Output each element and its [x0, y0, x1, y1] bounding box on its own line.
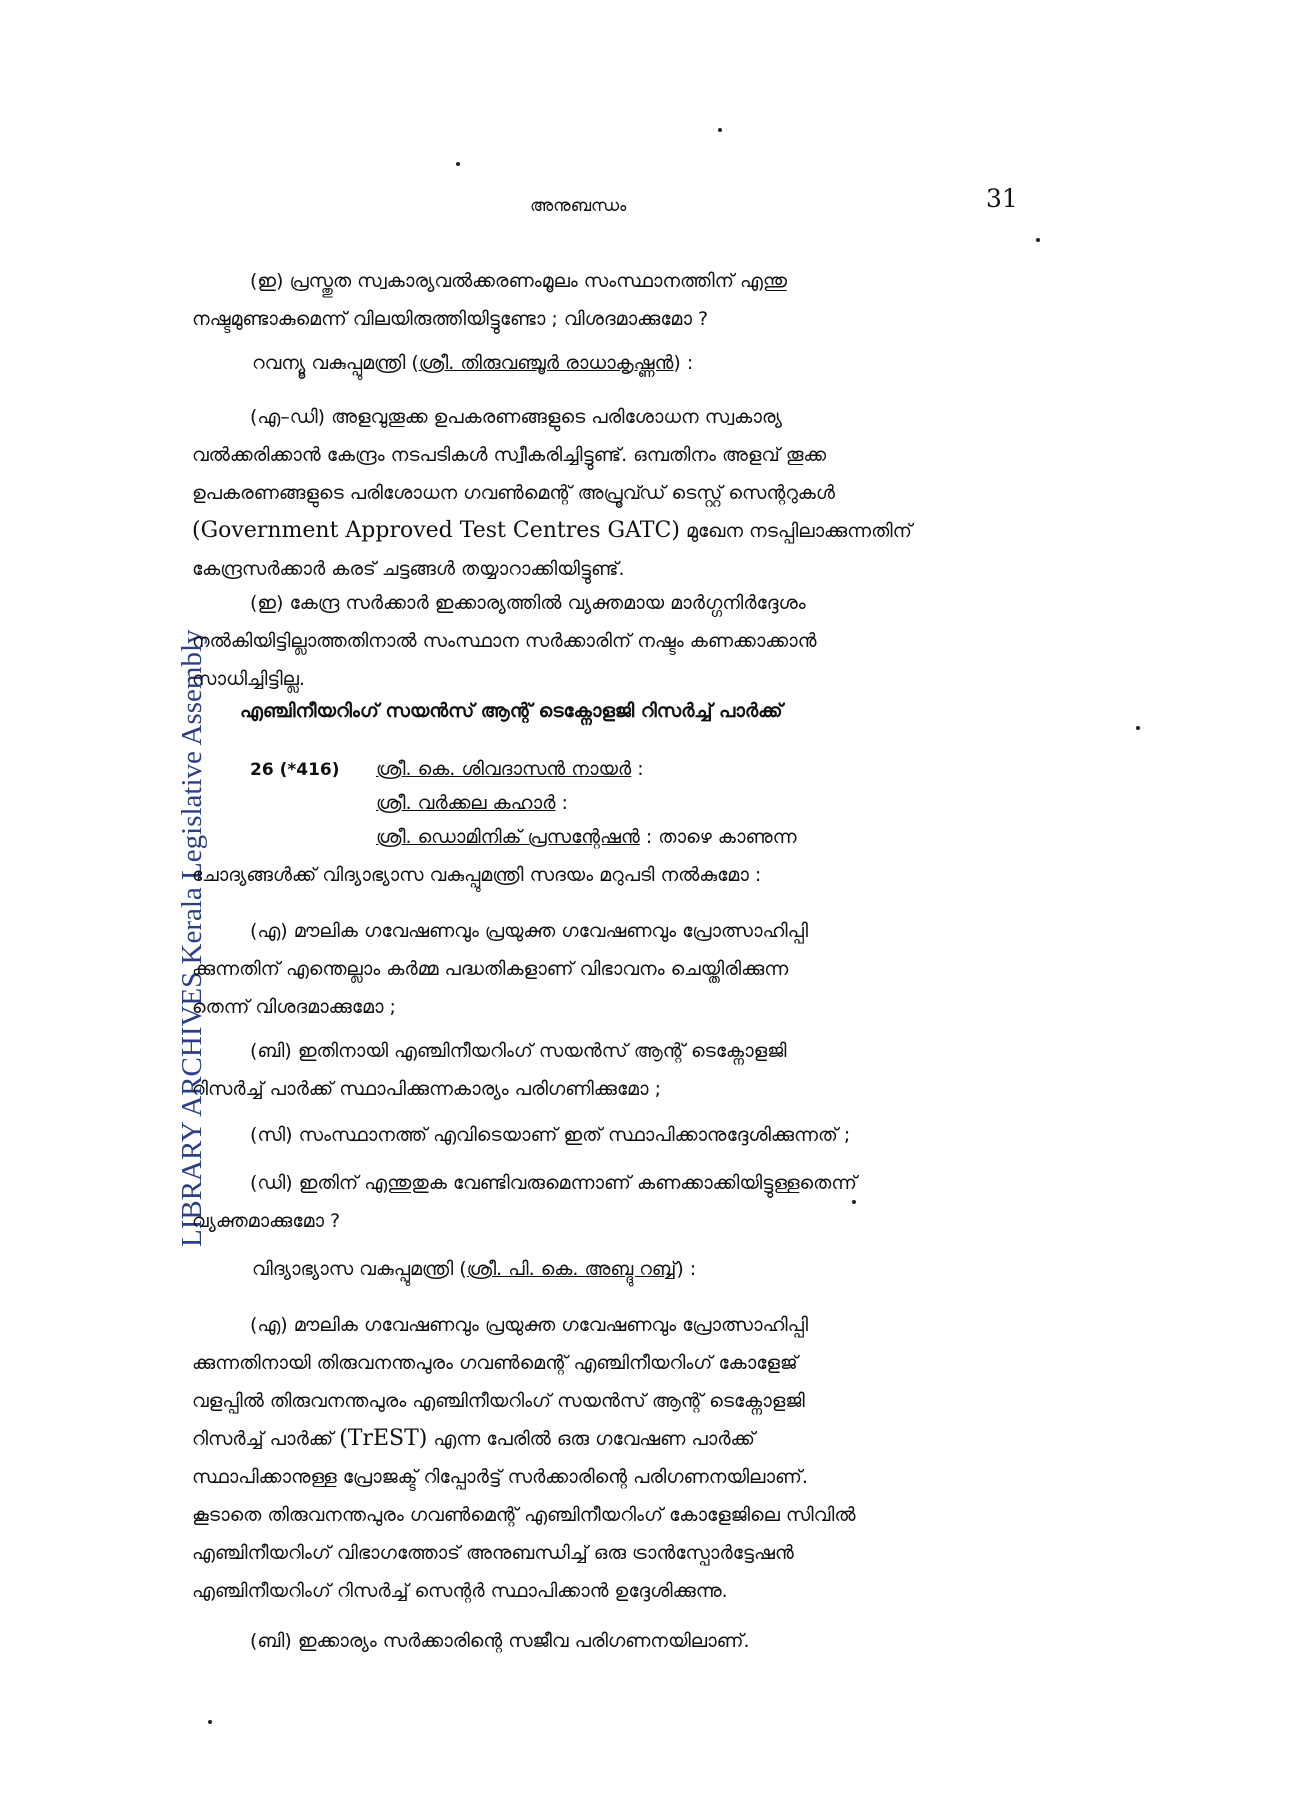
scan-speck — [1036, 238, 1040, 242]
answer-line: കേന്ദ്രസർക്കാർ കരട് ചട്ടങ്ങൾ തയ്യാറാക്കിയിട്ടുണ്ട്. — [192, 558, 625, 580]
revenue-minister-speaker — [252, 352, 693, 374]
answer-line: ക്കുന്നതിനായി തിരുവനന്തപുരം ഗവൺമെന്റ് എഞ്ചിനീയറിംഗ് കോളേജ് — [192, 1352, 798, 1374]
question-e-block — [192, 262, 1032, 338]
question-intro: ചോദ്യങ്ങൾക്ക് വിദ്യാഭ്യാസ വകുപ്പുമന്ത്രി സദയം മറുപടി നൽകുമോ : — [192, 864, 762, 886]
speaker-name: ശ്രീ. പി. കെ. അബ്ദു റബ്ബ് — [466, 1258, 677, 1280]
archive-watermark: LIBRARY ARCHIVES Kerala Legislative Assembly — [176, 629, 208, 1247]
question-e-line: (ഇ) പ്രസ്തുത സ്വകാര്യവൽക്കരണംമൂലം സംസ്ഥാനത്തിന് എന്തു — [250, 270, 788, 292]
answer-line: കൂടാതെ തിരുവനന്തപുരം ഗവൺമെന്റ് എഞ്ചിനീയറിംഗ് കോളേജിലെ സിവിൽ — [192, 1504, 856, 1526]
scan-speck — [1136, 726, 1140, 730]
answer-line: വൽക്കരിക്കാൻ കേന്ദ്രം നടപടികൾ സ്വീകരിച്ചിട്ടുണ്ട്. ഒമ്പതിനം അളവ് തൂക്ക — [192, 444, 827, 466]
section-heading: എഞ്ചിനീയറിംഗ് സയൻസ് ആന്റ് ടെക്നോളജി റിസർച്ച് പാർക്ക് — [240, 700, 783, 722]
question-line: (സി) സംസ്ഥാനത്ത് എവിടെയാണ് ഇത് സ്ഥാപിക്കാനുദ്ദേശിക്കുന്നത് ; — [250, 1124, 851, 1146]
answer-line: (Government Approved Test Centres GATC) മുഖേന നടപ്പിലാക്കുന്നതിന് — [192, 518, 912, 543]
answer-line: (എ) മൗലിക ഗവേഷണവും പ്രയുക്ത ഗവേഷണവും പ്രോത്സാഹിപ്പി — [250, 1314, 809, 1336]
question-line: റിസർച്ച് പാർക്ക് സ്ഥാപിക്കുന്നകാര്യം പരിഗണിക്കുമോ ; — [192, 1078, 661, 1100]
member-name-line: ശ്രീ. ഡൊമിനിക് പ്രസന്റേഷൻ : താഴെ കാണുന്ന — [376, 826, 797, 848]
question-line: (ഡി) ഇതിന് എന്തുതുക വേണ്ടിവരുമെന്നാണ് കണക്കാക്കിയിട്ടുള്ളതെന്ന് — [250, 1172, 857, 1194]
question-number: 26 (*416) — [250, 760, 340, 780]
member-name: ശ്രീ. വർക്കല കഹാർ — [376, 792, 556, 814]
scan-speck — [208, 1720, 212, 1724]
speaker-name: ശ്രീ. തിരുവഞ്ചൂർ രാധാകൃഷ്ണൻ — [418, 352, 674, 374]
answer-line: സാധിച്ചിട്ടില്ല. — [192, 668, 305, 690]
answer-a-block — [192, 1306, 1032, 1610]
question-line: (എ) മൗലിക ഗവേഷണവും പ്രയുക്ത ഗവേഷണവും പ്രോത്സാഹിപ്പി — [250, 920, 809, 942]
member-name-line: ശ്രീ. കെ. ശിവദാസൻ നായർ : — [376, 758, 644, 780]
speaker-prefix: വിദ്യാഭ്യാസ വകുപ്പുമന്ത്രി ( — [252, 1258, 467, 1280]
question-b-block — [192, 1032, 1032, 1108]
question-line: ക്കുന്നതിന് എന്തെല്ലാം കർമ്മ പദ്ധതികളാണ് വിഭാവനം ചെയ്തിരിക്കുന്ന — [192, 958, 789, 980]
answer-line: സ്ഥാപിക്കാനുള്ള പ്രോജക്ട് റിപ്പോർട്ട് സർക്കാരിന്റെ പരിഗണനയിലാണ്. — [192, 1466, 808, 1488]
question-line: (ബി) ഇതിനായി എഞ്ചിനീയറിംഗ് സയൻസ് ആന്റ് ടെക്നോളജി — [250, 1040, 787, 1062]
speaker-suffix: ) : — [676, 1258, 697, 1280]
question-e-line: നഷ്ടമുണ്ടാകുമെന്ന് വിലയിരുത്തിയിട്ടുണ്ടോ ; വിശദമാക്കുമോ ? — [192, 308, 709, 330]
running-header: അനുബന്ധം — [530, 196, 627, 216]
answer-line: വളപ്പിൽ തിരുവനന്തപുരം എഞ്ചിനീയറിംഗ് സയൻസ് ആന്റ് ടെക്നോളജി — [192, 1390, 805, 1412]
answer-line: നൽകിയിട്ടില്ലാത്തതിനാൽ സംസ്ഥാന സർക്കാരിന് നഷ്ടം കണക്കാക്കാൻ — [192, 630, 817, 652]
scan-speck — [456, 162, 460, 166]
answer-line: ഉപകരണങ്ങളുടെ പരിശോധന ഗവൺമെന്റ് അപ്രൂവ്ഡ് ടെസ്റ്റ് സെന്ററുകൾ — [192, 482, 836, 504]
gatc-english-text: (Government Approved Test Centres GATC) — [192, 518, 680, 543]
scan-speck — [718, 128, 722, 132]
answer-e-block — [192, 584, 1032, 698]
member-name-line: ശ്രീ. വർക്കല കഹാർ : — [376, 792, 568, 814]
answer-line: (എ–ഡി) അളവുതൂക്ക ഉപകരണങ്ങളുടെ പരിശോധന സ്വകാര്യ — [250, 406, 782, 428]
speaker-prefix: റവന്യൂ വകുപ്പുമന്ത്രി ( — [252, 352, 419, 374]
member-name: ശ്രീ. കെ. ശിവദാസൻ നായർ — [376, 758, 632, 780]
answer-a-d-block — [192, 398, 1032, 588]
question-d-block — [192, 1164, 1032, 1240]
scan-speck — [852, 1200, 856, 1204]
speaker-suffix: ) : — [673, 352, 694, 374]
page-number: 31 — [986, 184, 1018, 213]
answer-line: (ഇ) കേന്ദ്ര സർക്കാർ ഇക്കാര്യത്തിൽ വ്യക്തമായ മാർഗ്ഗനിർദ്ദേശം — [250, 592, 806, 614]
question-line: വ്യക്തമാക്കുമോ ? — [192, 1210, 341, 1232]
question-line: തെന്ന് വിശദമാക്കുമോ ; — [192, 996, 396, 1018]
answer-b-block — [192, 1622, 1032, 1660]
trest-english-text: (TrEST) — [339, 1426, 428, 1451]
member-name: ശ്രീ. ഡൊമിനിക് പ്രസന്റേഷൻ — [376, 826, 640, 848]
education-minister-speaker — [252, 1258, 696, 1280]
question-a-block — [192, 912, 1032, 1026]
answer-line: റിസർച്ച് പാർക്ക് (TrEST) എന്ന പേരിൽ ഒരു ഗവേഷണ പാർക്ക് — [192, 1426, 755, 1451]
answer-line: എഞ്ചിനീയറിംഗ് റിസർച്ച് സെന്റർ സ്ഥാപിക്കാൻ ഉദ്ദേശിക്കുന്നു. — [192, 1580, 728, 1602]
answer-line: (ബി) ഇക്കാര്യം സർക്കാരിന്റെ സജീവ പരിഗണനയിലാണ്. — [250, 1630, 750, 1652]
answer-line: എഞ്ചിനീയറിംഗ് വിഭാഗത്തോട് അനുബന്ധിച്ച് ഒരു ട്രാൻസ്പോർട്ടേഷൻ — [192, 1542, 794, 1564]
question-c-block — [192, 1116, 1032, 1154]
